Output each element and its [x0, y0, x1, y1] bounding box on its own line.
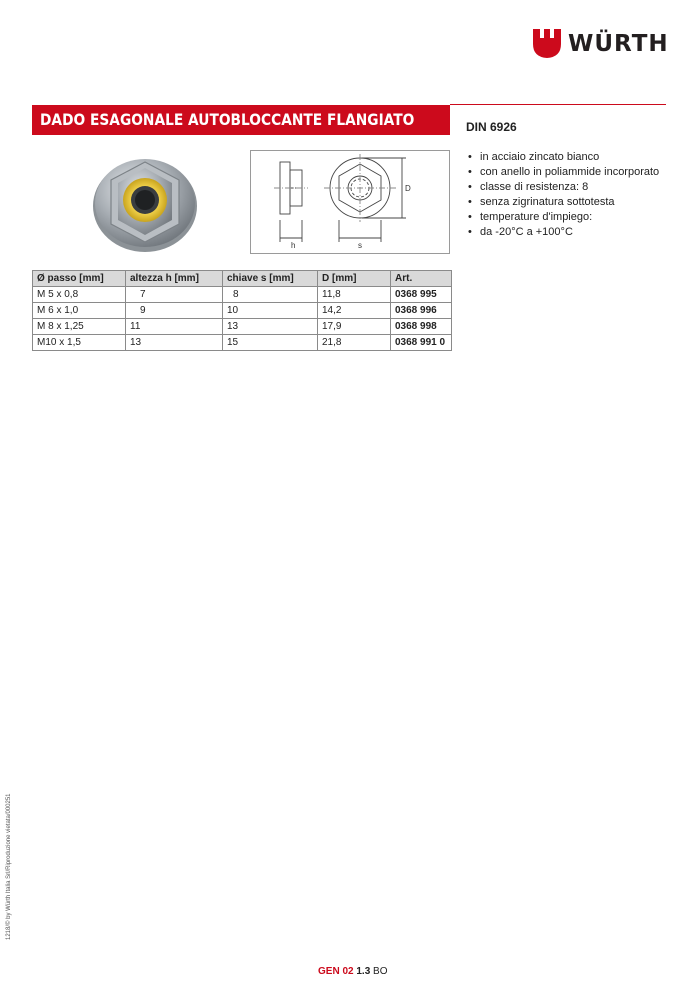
cell-diameter: 21,8: [318, 335, 391, 351]
cell-thread: M 8 x 1,25: [33, 319, 126, 335]
feature-item: • in acciaio zincato bianco: [466, 150, 659, 165]
table-row: [33, 287, 452, 303]
cell-wrench: 13: [223, 319, 318, 335]
table-row: [33, 335, 452, 351]
product-title-bar: [32, 105, 450, 135]
col-header-height: altezza h [mm]: [126, 271, 223, 287]
dim-label-h: h: [291, 241, 296, 250]
technical-drawing: [250, 150, 450, 254]
feature-list: [466, 150, 659, 240]
wurth-logo: [532, 26, 668, 62]
cell-wrench: 10: [223, 303, 318, 319]
copyright-side-note: 1218/© by Würth Italia Srl/Riproduzione vietata/000251: [6, 793, 12, 940]
footer-page: 1.3: [356, 966, 371, 977]
cell-height: 13: [126, 335, 223, 351]
feature-item: • temperature d'impiego:: [466, 210, 659, 225]
cell-article: 0368 998: [391, 319, 452, 335]
cell-wrench: 8: [223, 287, 318, 303]
cell-diameter: 17,9: [318, 319, 391, 335]
cell-thread: M 5 x 0,8: [33, 287, 126, 303]
table-header-row: [33, 271, 452, 287]
product-title: DADO ESAGONALE AUTOBLOCCANTE FLANGIATO: [40, 110, 415, 129]
cell-article: 0368 996: [391, 303, 452, 319]
footer-suffix: BO: [373, 966, 388, 977]
cell-diameter: 14,2: [318, 303, 391, 319]
col-header-wrench: chiave s [mm]: [223, 271, 318, 287]
page-footer: [318, 966, 388, 977]
flange-nut-photo: [90, 148, 200, 256]
dim-label-s: s: [358, 241, 362, 250]
cell-height: 11: [126, 319, 223, 335]
cell-height: 7: [126, 287, 223, 303]
cell-height: 9: [126, 303, 223, 319]
brand-name: WÜRTH: [568, 31, 669, 57]
col-header-article: Art.: [391, 271, 452, 287]
feature-item: • classe di resistenza: 8: [466, 180, 659, 195]
dim-label-d: D: [405, 184, 411, 193]
col-header-thread: Ø passo [mm]: [33, 271, 126, 287]
feature-item-text: da -20°C a +100°C: [480, 226, 573, 238]
cell-article: 0368 991 0: [391, 335, 452, 351]
footer-section: GEN 02: [318, 966, 354, 977]
spec-table: [32, 270, 452, 351]
header-rule: [450, 104, 666, 105]
col-header-diameter: D [mm]: [318, 271, 391, 287]
feature-item: • senza zigrinatura sottotesta: [466, 195, 659, 210]
cell-diameter: 11,8: [318, 287, 391, 303]
cell-wrench: 15: [223, 335, 318, 351]
din-standard: DIN 6926: [466, 120, 517, 134]
wurth-logo-mark-icon: [532, 27, 562, 59]
cell-article: 0368 995: [391, 287, 452, 303]
table-row: [33, 319, 452, 335]
feature-item: • con anello in poliammide incorporato: [466, 165, 659, 180]
feature-item-continued: [466, 225, 659, 240]
cell-thread: M 6 x 1,0: [33, 303, 126, 319]
cell-thread: M10 x 1,5: [33, 335, 126, 351]
table-row: [33, 303, 452, 319]
